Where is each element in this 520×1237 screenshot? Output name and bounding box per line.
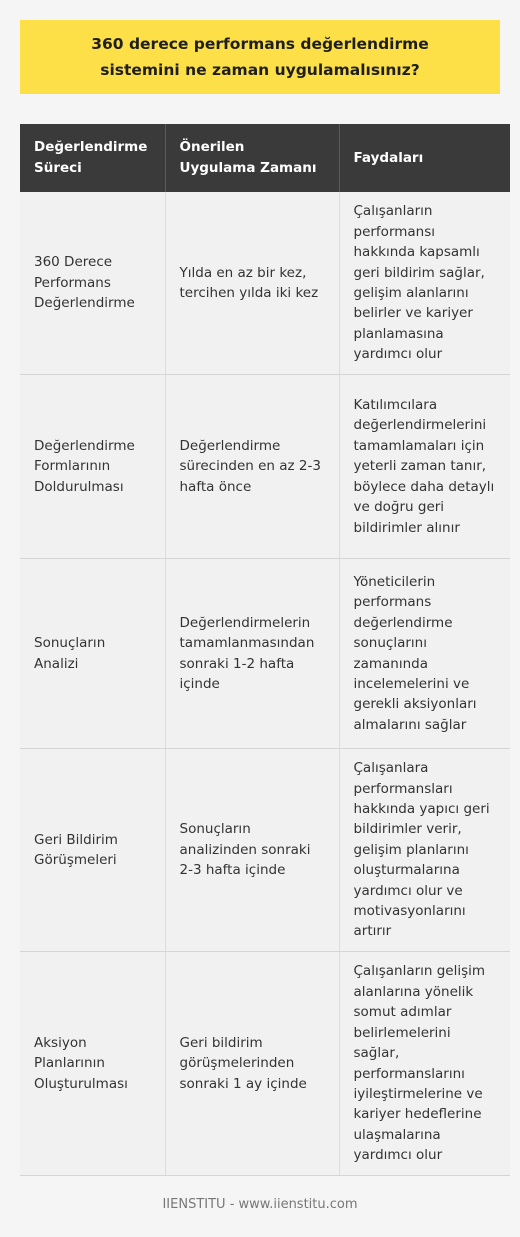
cell-timing: Değerlendirme sürecinden en az 2-3 hafta önce [165, 375, 339, 559]
cell-benefits: Çalışanların performansı hakkında kapsamlı geri bildirim sağlar, gelişim alanlarını belirler ve kariyer planlamasına yardımcı olur [339, 192, 510, 375]
table-row [20, 749, 510, 952]
cell-process: 360 Derece Performans Değerlendirme [20, 192, 165, 375]
cell-process: Aksiyon Planlarının Oluşturulması [20, 952, 165, 1176]
cell-timing: Değerlendirmelerin tamamlanmasından sonraki 1-2 hafta içinde [165, 559, 339, 749]
cell-benefits: Çalışanlara performansları hakkında yapıcı geri bildirimler verir, gelişim planlarını oluşturmalarına yardımcı olur ve motivasyonlarını artırır [339, 749, 510, 952]
page-title: 360 derece performans değerlendirme sistemini ne zaman uygulamalısınız? [91, 35, 429, 79]
cell-process: Sonuçların Analizi [20, 559, 165, 749]
cell-timing: Geri bildirim görüşmelerinden sonraki 1 ay içinde [165, 952, 339, 1176]
footer-credit: IIENSTITU - www.iienstitu.com [162, 1197, 358, 1212]
cell-process: Geri Bildirim Görüşmeleri [20, 749, 165, 952]
header-process: Değerlendirme Süreci [20, 124, 165, 192]
cell-timing: Sonuçların analizinden sonraki 2-3 hafta içinde [165, 749, 339, 952]
table-header-row [20, 124, 510, 192]
header-timing: Önerilen Uygulama Zamanı [165, 124, 339, 192]
cell-benefits: Çalışanların gelişim alanlarına yönelik somut adımlar belirlemelerini sağlar, performanslarını iyileştirmelerine ve kariyer hedeflerine ulaşmalarına yardımcı olur [339, 952, 510, 1176]
timing-table [20, 124, 510, 1176]
cell-benefits: Katılımcılara değerlendirmelerini tamamlamaları için yeterli zaman tanır, böylece daha detaylı ve doğru geri bildirimler alınır [339, 375, 510, 559]
cell-benefits: Yöneticilerin performans değerlendirme sonuçlarını zamanında incelemelerini ve gerekli aksiyonları almalarını sağlar [339, 559, 510, 749]
title-banner [20, 20, 500, 94]
table-row [20, 375, 510, 559]
table-row [20, 559, 510, 749]
cell-timing: Yılda en az bir kez, tercihen yılda iki kez [165, 192, 339, 375]
table-row [20, 952, 510, 1176]
header-benefits: Faydaları [339, 124, 510, 192]
table-row [20, 192, 510, 375]
cell-process: Değerlendirme Formlarının Doldurulması [20, 375, 165, 559]
